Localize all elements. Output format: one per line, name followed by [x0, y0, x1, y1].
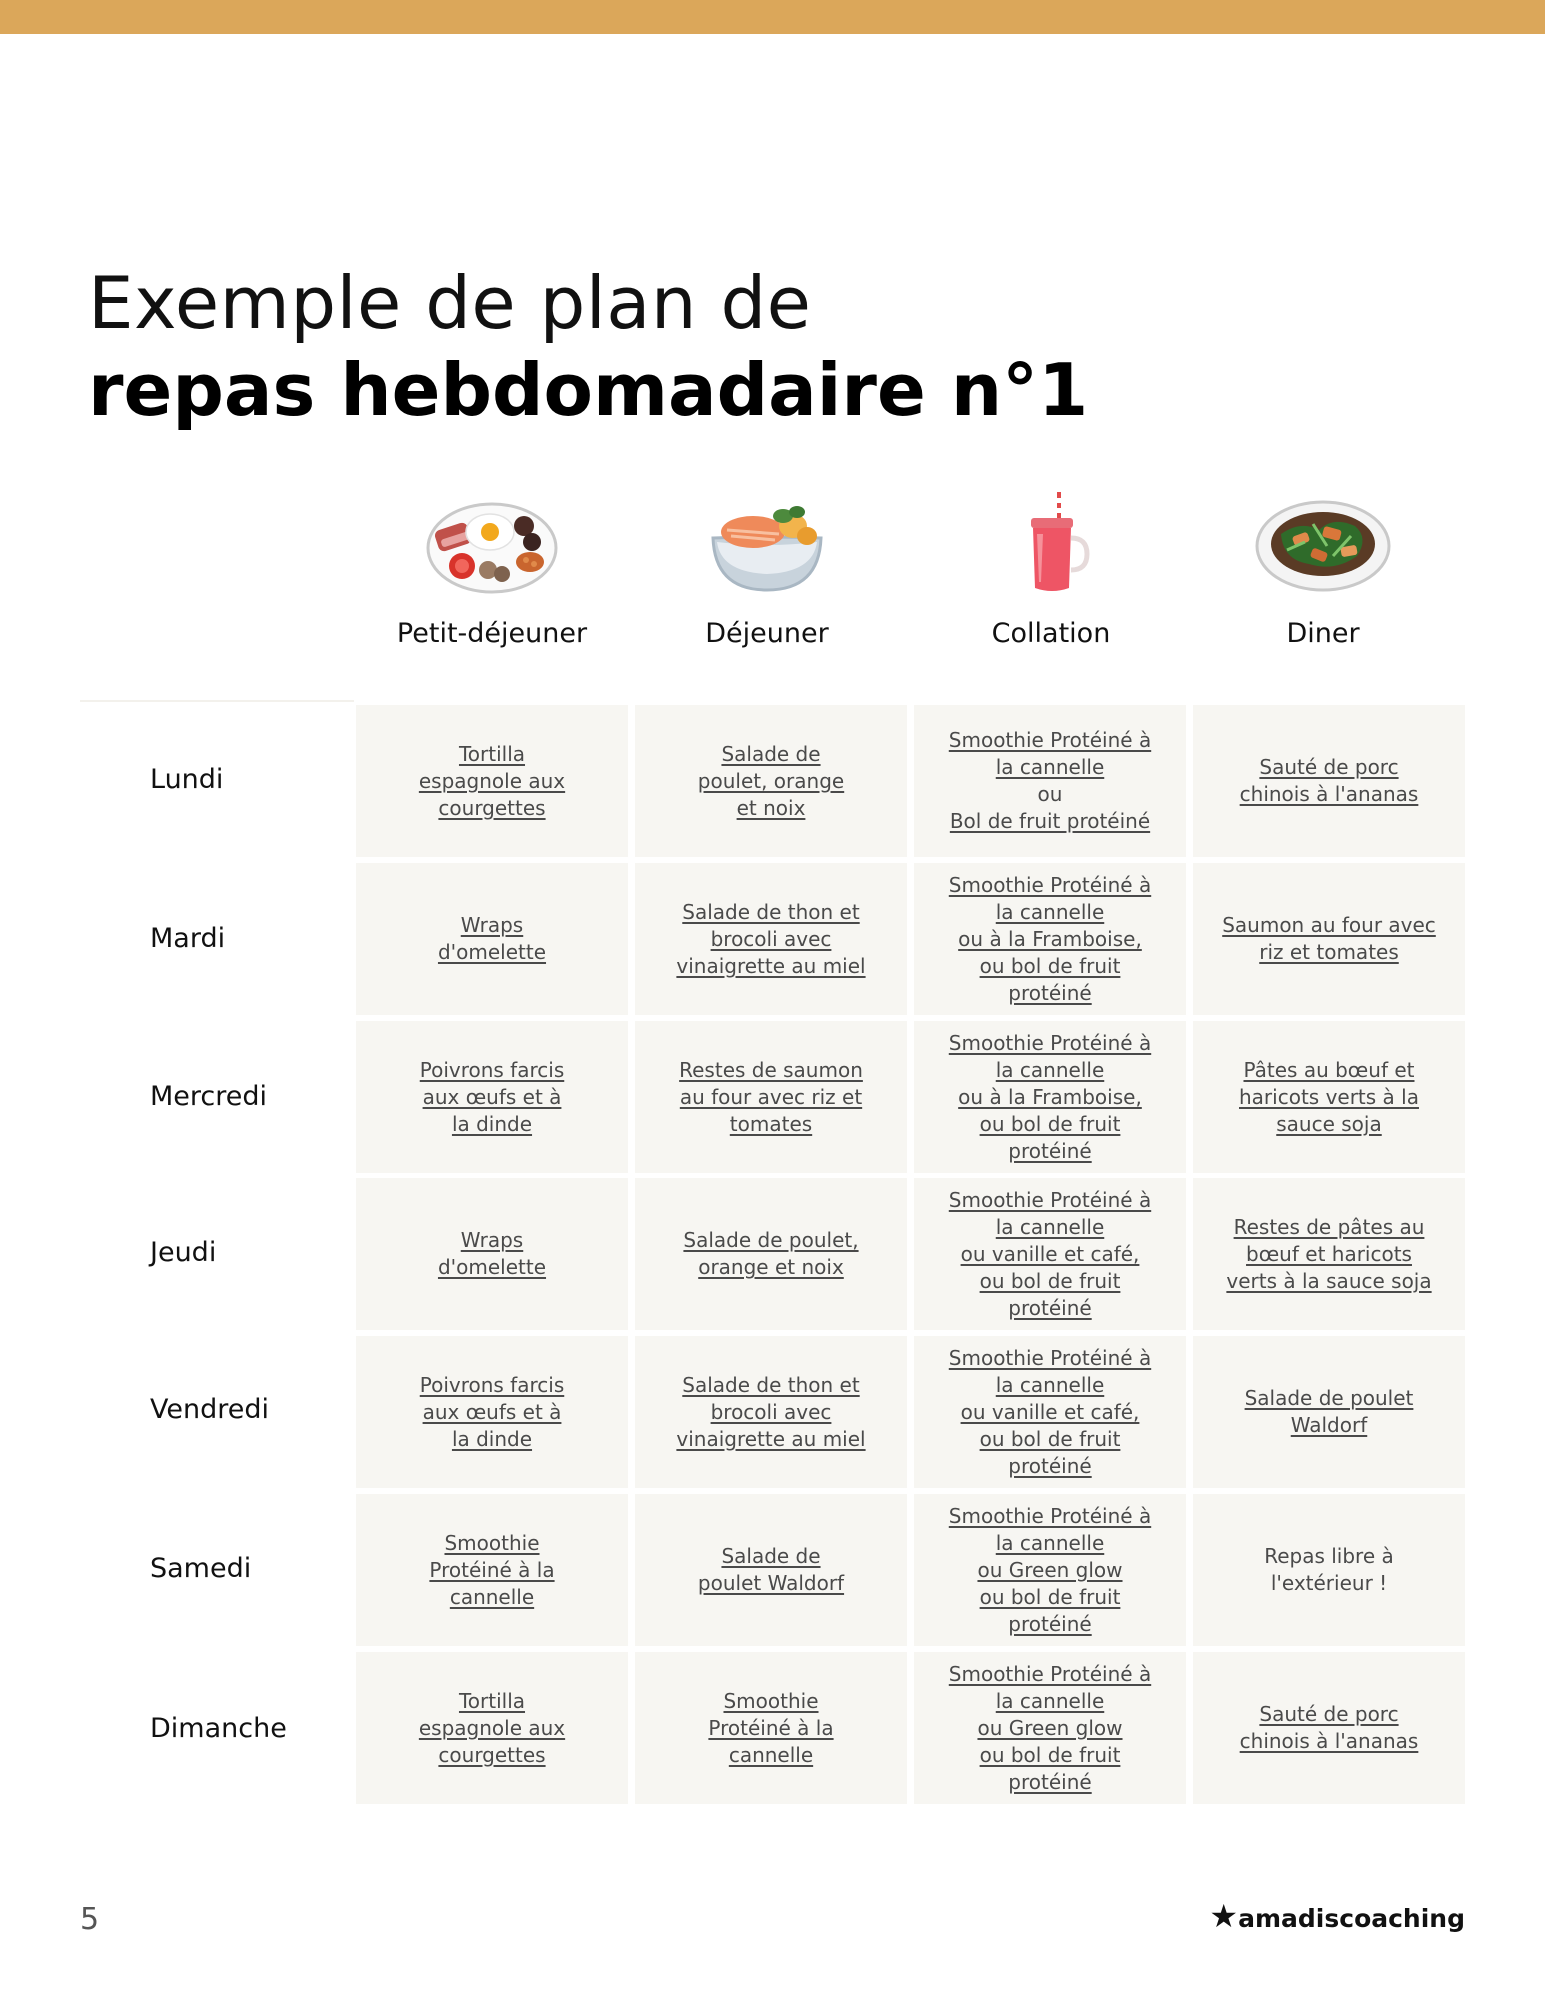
meal-link[interactable]: poulet, orange: [697, 768, 845, 793]
meal-link[interactable]: Waldorf: [1290, 1413, 1368, 1437]
meal-label-lunch: Déjeuner: [705, 618, 829, 649]
cell-jeudi-dinner: [1193, 1178, 1465, 1330]
meal-link[interactable]: Smoothie Protéiné à: [948, 1030, 1152, 1055]
meal-link[interactable]: Restes de pâtes au: [1233, 1214, 1425, 1239]
meal-link[interactable]: Saumon au four avec: [1222, 913, 1436, 937]
cell-or: ou: [1037, 782, 1063, 806]
meal-header-snack: [915, 490, 1187, 649]
cell-mercredi-snack: [914, 1021, 1186, 1173]
meal-link[interactable]: ou vanille et café,: [960, 1241, 1140, 1266]
meal-link[interactable]: Salade de poulet: [1244, 1386, 1414, 1410]
meal-link[interactable]: la dinde: [451, 1111, 533, 1136]
cell-lundi-dinner: [1193, 705, 1465, 857]
meal-link[interactable]: chinois à l'ananas: [1239, 782, 1419, 806]
page-title: [88, 260, 1088, 434]
breakfast-plate-icon: [422, 490, 562, 600]
cell-samedi-snack: [914, 1494, 1186, 1646]
cell-dimanche-snack: [914, 1652, 1186, 1804]
day-label-mercredi: Mercredi: [150, 1081, 268, 1112]
meal-link[interactable]: poulet Waldorf: [697, 1571, 845, 1595]
meal-link[interactable]: Smoothie Protéiné à: [948, 872, 1152, 897]
meal-link[interactable]: espagnole aux: [418, 1715, 566, 1740]
meal-link[interactable]: Poivrons farcis: [419, 1057, 565, 1082]
meal-link[interactable]: sauce soja: [1276, 1111, 1382, 1136]
meal-link[interactable]: vinaigrette au miel: [676, 1426, 866, 1451]
meal-link[interactable]: brocoli avec: [710, 926, 832, 951]
meal-link[interactable]: Tortilla: [458, 741, 526, 766]
cell-lundi-breakfast: [356, 705, 628, 857]
meal-link[interactable]: Pâtes au bœuf et: [1243, 1057, 1415, 1082]
meal-link[interactable]: ou bol de fruit protéiné: [979, 1111, 1121, 1163]
meal-link[interactable]: et noix: [736, 795, 806, 820]
cell-mardi-breakfast: [356, 863, 628, 1015]
cell-lundi-snack: [914, 705, 1186, 857]
meal-link[interactable]: la cannelle: [995, 1688, 1105, 1713]
cell-mardi-lunch: [635, 863, 907, 1015]
cell-vendredi-dinner: [1193, 1336, 1465, 1488]
title-line-2: repas hebdomadaire n°1: [88, 348, 1089, 432]
lunch-bowl-icon: [697, 490, 837, 600]
cell-jeudi-breakfast: [356, 1178, 628, 1330]
meal-link[interactable]: Salade de: [721, 741, 821, 766]
meal-link[interactable]: la cannelle: [995, 755, 1105, 779]
meal-link[interactable]: courgettes: [438, 1742, 546, 1767]
meal-link[interactable]: verts à la sauce soja: [1226, 1268, 1432, 1293]
meal-link[interactable]: Smoothie Protéiné à: [948, 1503, 1152, 1528]
meal-link[interactable]: cannelle: [728, 1742, 814, 1767]
meal-header-dinner: [1187, 490, 1459, 649]
brand-logo: [1209, 1897, 1465, 1935]
cell-dimanche-lunch: [635, 1652, 907, 1804]
meal-label-breakfast: Petit-déjeuner: [396, 618, 588, 649]
star-icon: ★: [1209, 1897, 1239, 1935]
meal-link[interactable]: Smoothie Protéiné à: [948, 1345, 1152, 1370]
meal-link[interactable]: ou bol de fruit protéiné: [979, 953, 1121, 1005]
meal-link[interactable]: brocoli avec: [710, 1399, 832, 1424]
meal-link[interactable]: vinaigrette au miel: [676, 953, 866, 978]
meal-link[interactable]: aux œufs et à: [422, 1399, 562, 1424]
top-accent-bar: [0, 0, 1545, 34]
cell-jeudi-snack: [914, 1178, 1186, 1330]
meal-link[interactable]: cannelle: [449, 1584, 535, 1609]
meal-link[interactable]: Salade de poulet,: [683, 1228, 859, 1252]
meal-link[interactable]: Sauté de porc: [1259, 1702, 1399, 1726]
meal-link[interactable]: Wraps: [460, 913, 524, 937]
meal-link[interactable]: Salade de: [721, 1544, 821, 1568]
meal-label-dinner: Diner: [1286, 618, 1360, 649]
meal-link[interactable]: riz et tomates: [1259, 940, 1399, 964]
meal-link[interactable]: espagnole aux: [418, 768, 566, 793]
meal-link[interactable]: ou Green glow: [977, 1557, 1123, 1582]
cell-mercredi-lunch: [635, 1021, 907, 1173]
cell-samedi-breakfast: [356, 1494, 628, 1646]
meal-label-snack: Collation: [991, 618, 1111, 649]
meal-link[interactable]: ou vanille et café,: [960, 1399, 1140, 1424]
day-label-jeudi: Jeudi: [150, 1237, 217, 1268]
cell-mercredi-breakfast: [356, 1021, 628, 1173]
cell-samedi-lunch: [635, 1494, 907, 1646]
cell-lundi-lunch: [635, 705, 907, 857]
meal-link[interactable]: tomates: [729, 1111, 813, 1136]
meal-header-breakfast: [356, 490, 628, 649]
meal-link[interactable]: Salade de thon et: [682, 1372, 860, 1397]
meal-link[interactable]: au four avec riz et: [679, 1084, 863, 1109]
cell-dimanche-dinner: [1193, 1652, 1465, 1804]
meal-link[interactable]: ou Green glow: [977, 1715, 1123, 1740]
meal-link[interactable]: d'omelette: [437, 940, 547, 964]
meal-link[interactable]: Protéiné à la: [708, 1715, 834, 1740]
meal-link[interactable]: ou bol de fruit protéiné: [979, 1268, 1121, 1320]
meal-link[interactable]: Poivrons farcis: [419, 1372, 565, 1397]
meal-link[interactable]: Smoothie Protéiné à: [948, 728, 1152, 752]
brand-name: amadiscoaching: [1238, 1904, 1465, 1933]
cell-vendredi-snack: [914, 1336, 1186, 1488]
cell-text-line: l'extérieur !: [1270, 1571, 1388, 1595]
day-label-dimanche: Dimanche: [150, 1713, 287, 1744]
meal-link[interactable]: courgettes: [438, 795, 546, 820]
meal-link[interactable]: la cannelle: [995, 899, 1105, 924]
meal-link[interactable]: Smoothie Protéiné à: [948, 1661, 1152, 1686]
cell-vendredi-lunch: [635, 1336, 907, 1488]
meal-link[interactable]: orange et noix: [698, 1255, 844, 1279]
smoothie-jar-icon: [981, 490, 1121, 600]
cell-vendredi-breakfast: [356, 1336, 628, 1488]
cell-mardi-snack: [914, 863, 1186, 1015]
divider: [80, 700, 354, 702]
cell-mardi-dinner: [1193, 863, 1465, 1015]
meal-link[interactable]: la dinde: [451, 1426, 533, 1451]
meal-link[interactable]: Bol de fruit protéiné: [949, 809, 1151, 833]
dinner-plate-icon: [1253, 490, 1393, 600]
cell-dimanche-breakfast: [356, 1652, 628, 1804]
meal-link[interactable]: aux œufs et à: [422, 1084, 562, 1109]
day-label-lundi: Lundi: [150, 764, 224, 795]
day-label-samedi: Samedi: [150, 1553, 252, 1584]
cell-jeudi-lunch: [635, 1178, 907, 1330]
meal-link[interactable]: ou à la Framboise,: [958, 1084, 1142, 1109]
meal-link[interactable]: chinois à l'ananas: [1239, 1729, 1419, 1753]
meal-link[interactable]: bœuf et haricots: [1246, 1241, 1412, 1266]
meal-link[interactable]: ou bol de fruit protéiné: [979, 1742, 1121, 1794]
meal-link[interactable]: la cannelle: [995, 1530, 1105, 1555]
meal-link[interactable]: d'omelette: [437, 1255, 547, 1279]
title-line-1: Exemple de plan de: [88, 261, 812, 345]
cell-samedi-dinner: [1193, 1494, 1465, 1646]
meal-link[interactable]: Wraps: [460, 1228, 524, 1252]
cell-text-line: Repas libre à: [1264, 1544, 1394, 1568]
meal-link[interactable]: la cannelle: [995, 1214, 1105, 1239]
meal-link[interactable]: la cannelle: [995, 1057, 1105, 1082]
meal-link[interactable]: haricots verts à la: [1239, 1084, 1419, 1109]
cell-mercredi-dinner: [1193, 1021, 1465, 1173]
meal-link[interactable]: ou bol de fruit protéiné: [979, 1584, 1121, 1636]
meal-link[interactable]: ou à la Framboise,: [958, 926, 1142, 951]
meal-link[interactable]: la cannelle: [995, 1372, 1105, 1397]
meal-link[interactable]: Smoothie: [444, 1530, 540, 1555]
meal-header-lunch: [631, 490, 903, 649]
meal-link[interactable]: Smoothie: [723, 1688, 819, 1713]
meal-link[interactable]: ou bol de fruit protéiné: [979, 1426, 1121, 1478]
meal-link[interactable]: Protéiné à la: [429, 1557, 555, 1582]
day-label-mardi: Mardi: [150, 923, 226, 954]
meal-link[interactable]: Smoothie Protéiné à: [948, 1187, 1152, 1212]
meal-link[interactable]: Restes de saumon: [679, 1057, 863, 1082]
day-label-vendredi: Vendredi: [150, 1394, 269, 1425]
meal-link[interactable]: Tortilla: [458, 1688, 526, 1713]
meal-link[interactable]: Sauté de porc: [1259, 755, 1399, 779]
page-number: 5: [80, 1902, 100, 1937]
meal-link[interactable]: Salade de thon et: [682, 899, 860, 924]
